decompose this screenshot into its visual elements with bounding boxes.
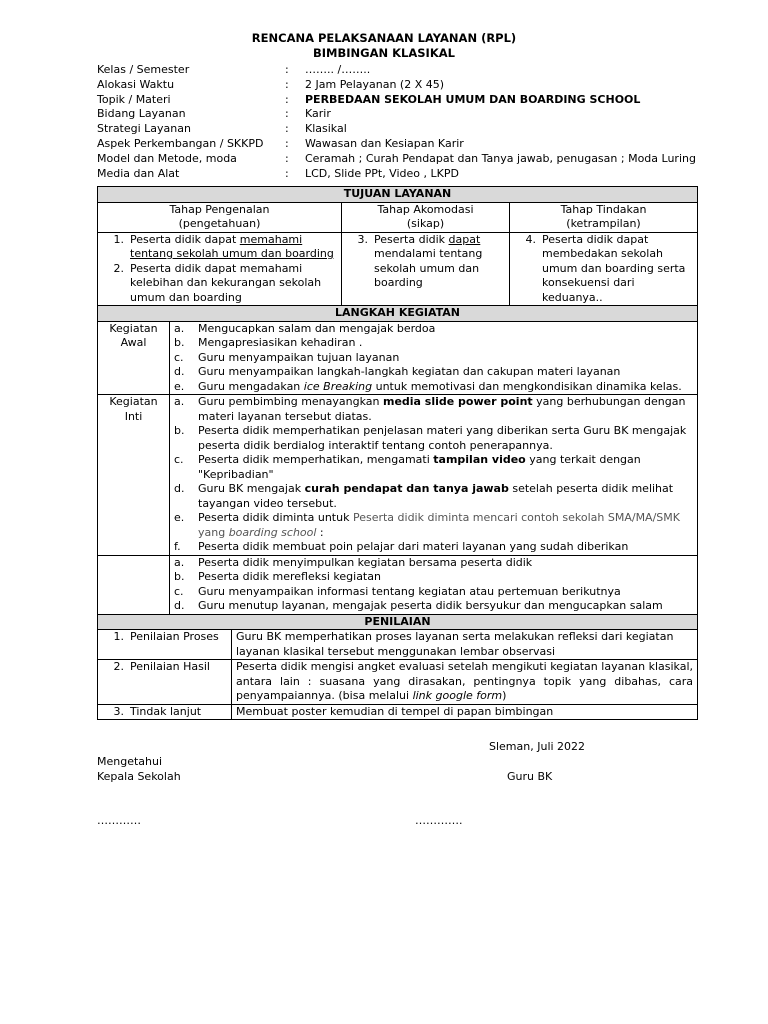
kegiatan-inti-cell <box>170 395 698 556</box>
list-item <box>174 336 693 351</box>
item-text-part: Peserta didik dapat <box>130 232 240 246</box>
item-text <box>198 380 693 395</box>
meta-colon: : <box>285 92 289 106</box>
rpl-table <box>97 186 698 720</box>
meta-label: Bidang Layanan <box>97 107 186 121</box>
item-text-part: : <box>316 525 324 539</box>
list-item <box>174 570 693 585</box>
list-item <box>346 233 505 291</box>
item-text-part: Guru BK mengajak <box>198 482 305 495</box>
langkah-header: LANGKAH KEGIATAN <box>98 306 698 322</box>
kegiatan-akhir-label <box>98 555 170 614</box>
item-text-italic: link google form <box>412 689 503 702</box>
penilaian-proses-label <box>98 630 232 660</box>
item-text-bold: curah pendapat dan tanya jawab <box>304 482 509 495</box>
item-text: Guru menyampaikan langkah-langkah kegiatan dan cakupan materi layanan <box>198 365 621 378</box>
meta-colon: : <box>285 107 289 121</box>
meta-label: Model dan Metode, moda <box>97 151 237 165</box>
meta-value-model: Ceramah ; Curah Pendapat dan Tanya jawab, penugasan ; Moda Luring <box>305 151 696 165</box>
tujuan-col2-title: Tahap Akomodasi <box>377 202 474 216</box>
item-letter: f. <box>174 540 181 553</box>
penilaian-hasil-text <box>232 660 698 705</box>
meta-label: Strategi Layanan <box>97 122 191 136</box>
meta-value-bidang: Karir <box>305 107 331 121</box>
item-text: Peserta didik dapat memahami kelebihan dan kekurangan sekolah umum dan boarding <box>130 261 322 304</box>
item-text-part: Peserta didik memperhatikan, mengamati <box>198 453 434 466</box>
label-line: Inti <box>124 409 143 423</box>
item-letter: c. <box>174 584 184 598</box>
item-text-italic: boarding school <box>228 525 317 539</box>
mengetahui-label: Mengetahui <box>97 755 163 768</box>
tujuan-col1-sub: (pengetahuan) <box>178 217 261 230</box>
item-text-italic: ice Breaking <box>303 379 373 393</box>
label-line: Kegiatan <box>109 321 158 335</box>
list-item <box>102 660 227 675</box>
item-text-underlined: memahami tentang sekolah umum dan boarding <box>130 232 334 260</box>
item-letter: a. <box>174 321 185 335</box>
tujuan-col1-title: Tahap Pengenalan <box>169 202 270 216</box>
meta-label: Topik / Materi <box>97 92 171 106</box>
place-date: Sleman, Juli 2022 <box>489 740 586 753</box>
item-text: Peserta didik memperhatikan penjelasan materi yang diberikan serta Guru BK mengajak peserta didik berdialog interaktif tentang contoh penerapannya. <box>198 424 687 452</box>
list-item <box>102 705 227 720</box>
document-title: RENCANA PELAKSANAAN LAYANAN (RPL) <box>251 31 517 45</box>
item-text: Guru menyampaikan informasi tentang kegiatan atau pertemuan berikutnya <box>198 584 621 598</box>
meta-value-aspek: Wawasan dan Kesiapan Karir <box>305 136 464 150</box>
list-item <box>174 453 693 482</box>
list-item <box>102 630 227 645</box>
item-text-part: ) <box>502 689 507 702</box>
list-item <box>174 540 693 555</box>
item-letter: d. <box>174 365 185 378</box>
signature-right: …………. <box>415 814 463 827</box>
meta-value-kelas: …….. /…….. <box>305 63 371 76</box>
meta-label: Alokasi Waktu <box>97 77 175 91</box>
item-text-part: yang terkait dengan "Kepribadian" <box>198 453 641 481</box>
tindak-lanjut-label <box>98 704 232 720</box>
list-item <box>174 351 693 366</box>
meta-row <box>97 78 717 93</box>
item-text: Peserta didik merefleksi kegiatan <box>198 570 381 583</box>
item-letter: c. <box>174 453 184 466</box>
item-letter: a. <box>174 395 185 408</box>
item-letter: b. <box>174 424 185 437</box>
item-text-part: Guru pembimbing menayangkan <box>198 395 383 408</box>
identity-block <box>97 63 717 181</box>
item-letter: b. <box>174 336 185 349</box>
tujuan-pengenalan-cell <box>98 232 342 306</box>
tujuan-col3-title: Tahap Tindakan <box>560 202 647 216</box>
meta-value-alokasi: 2 Jam Pelayanan (2 X 45) <box>305 77 445 91</box>
tujuan-col3-sub: (ketrampilan) <box>566 217 641 230</box>
kepala-sekolah-label: Kepala Sekolah <box>97 770 181 783</box>
meta-colon: : <box>285 166 289 180</box>
tujuan-col3-head <box>510 202 698 232</box>
item-text: Penilaian Proses <box>130 630 219 643</box>
item-text: Mengucapkan salam dan mengajak berdoa <box>198 321 436 335</box>
meta-colon: : <box>285 63 289 76</box>
meta-row <box>97 152 717 167</box>
tujuan-col2-head <box>342 202 510 232</box>
item-text <box>198 511 693 540</box>
item-text-part: Peserta didik mengisi angket evaluasi setelah mengikuti kegiatan layanan klasikal, antara lain : suasana yang dirasakan, pentingnya topik yang dibahas, cara penyampaiannya. (bisa melalui <box>236 660 694 702</box>
list-item <box>174 511 693 540</box>
item-number: 1. <box>113 232 124 246</box>
list-item <box>174 322 693 337</box>
list-item <box>174 599 693 614</box>
meta-row <box>97 93 717 108</box>
item-letter: d. <box>174 599 185 612</box>
item-number: 3. <box>357 232 368 246</box>
tindak-lanjut-text: Membuat poster kemudian di tempel di papan bimbingan <box>232 704 698 720</box>
item-letter: e. <box>174 511 185 524</box>
list-item <box>174 482 693 511</box>
item-letter: c. <box>174 350 184 364</box>
meta-colon: : <box>285 136 289 150</box>
item-text-part: Peserta didik <box>374 232 449 246</box>
item-text: Penilaian Hasil <box>130 660 210 673</box>
list-item <box>174 395 693 424</box>
meta-row <box>97 137 717 152</box>
item-number: 2. <box>113 261 124 275</box>
item-text: Peserta didik menyimpulkan kegiatan bersama peserta didik <box>198 555 533 569</box>
tujuan-akomodasi-cell <box>342 232 510 306</box>
list-item <box>514 233 693 306</box>
kegiatan-inti-label <box>98 395 170 556</box>
item-number: 1. <box>113 630 124 643</box>
item-text <box>374 233 505 291</box>
meta-row <box>97 63 717 78</box>
list-item <box>174 424 693 453</box>
meta-label: Aspek Perkembangan / SKKPD <box>97 136 264 150</box>
item-text: Peserta didik dapat membedakan sekolah umum dan boarding serta konsekuensi dari keduanya.. <box>542 232 686 304</box>
list-item <box>174 585 693 600</box>
document-subtitle: BIMBINGAN KLASIKAL <box>313 46 455 60</box>
item-text-bold: media slide power point <box>382 395 533 408</box>
list-item <box>174 365 693 380</box>
label-line: Kegiatan <box>109 395 158 408</box>
label-line: Awal <box>120 336 147 349</box>
item-text <box>130 233 337 262</box>
meta-colon: : <box>285 77 289 91</box>
item-text-bold: tampilan video <box>433 453 526 466</box>
kegiatan-akhir-cell <box>170 555 698 614</box>
item-text: Mengapresiasikan kehadiran . <box>198 336 363 349</box>
item-text: Peserta didik membuat poin pelajar dari materi layanan yang sudah diberikan <box>198 540 629 553</box>
meta-colon: : <box>285 122 289 136</box>
item-letter: e. <box>174 379 185 393</box>
kegiatan-awal-label <box>98 321 170 395</box>
meta-colon: : <box>285 151 289 165</box>
item-text-part: untuk memotivasi dan mengkondisikan dinamika kelas. <box>372 379 682 393</box>
signature-left: ………… <box>97 814 141 827</box>
item-letter: d. <box>174 482 185 495</box>
tujuan-col1-head <box>98 202 342 232</box>
meta-value-topik: PERBEDAAN SEKOLAH UMUM DAN BOARDING SCHOOL <box>305 92 641 106</box>
item-text: Tindak lanjut <box>130 704 202 718</box>
item-letter: a. <box>174 555 185 569</box>
meta-value-media: LCD, Slide PPt, Video , LKPD <box>305 166 459 180</box>
tujuan-tindakan-cell <box>510 232 698 306</box>
penilaian-header: PENILAIAN <box>98 614 698 630</box>
penilaian-hasil-label <box>98 660 232 705</box>
item-text-part: Peserta didik diminta untuk <box>198 511 353 524</box>
item-text: Guru menyampaikan tujuan layanan <box>198 350 400 364</box>
list-item <box>174 556 693 571</box>
meta-row <box>97 122 717 137</box>
item-text-part: mendalami tentang sekolah umum dan boarding <box>374 247 483 289</box>
list-item <box>102 262 337 306</box>
meta-label: Media dan Alat <box>97 166 180 180</box>
tujuan-header: TUJUAN LAYANAN <box>98 187 698 203</box>
item-text <box>198 395 693 424</box>
item-text <box>198 482 693 511</box>
item-text: Guru menutup layanan, mengajak peserta didik bersyukur dan mengucapkan salam <box>198 599 663 612</box>
meta-row <box>97 107 717 122</box>
item-text-underlined: dapat <box>448 232 481 246</box>
item-text-part: setelah peserta didik melihat tayangan video tersebut. <box>198 482 674 510</box>
penilaian-proses-text: Guru BK memperhatikan proses layanan serta melakukan refleksi dari kegiatan layanan klasikal tersebut menggunakan lembar observasi <box>232 630 698 660</box>
item-text-part: yang berhubungan dengan materi layanan tersebut diatas. <box>198 395 686 423</box>
tujuan-col2-sub: (sikap) <box>406 217 445 230</box>
guru-bk-label: Guru BK <box>507 770 553 783</box>
item-letter: b. <box>174 570 185 583</box>
item-number: 2. <box>113 660 124 673</box>
meta-row <box>97 167 717 182</box>
item-text <box>198 453 693 482</box>
item-number: 4. <box>525 232 536 246</box>
list-item <box>102 233 337 262</box>
item-text-grey: Peserta didik diminta mencari contoh sekolah SMA/MA/SMK yang <box>198 511 680 539</box>
list-item <box>174 380 693 395</box>
item-text-part: Guru mengadakan <box>198 379 304 393</box>
item-number: 3. <box>113 704 124 718</box>
meta-label: Kelas / Semester <box>97 63 190 76</box>
kegiatan-awal-cell <box>170 321 698 395</box>
meta-value-strategi: Klasikal <box>305 122 347 136</box>
